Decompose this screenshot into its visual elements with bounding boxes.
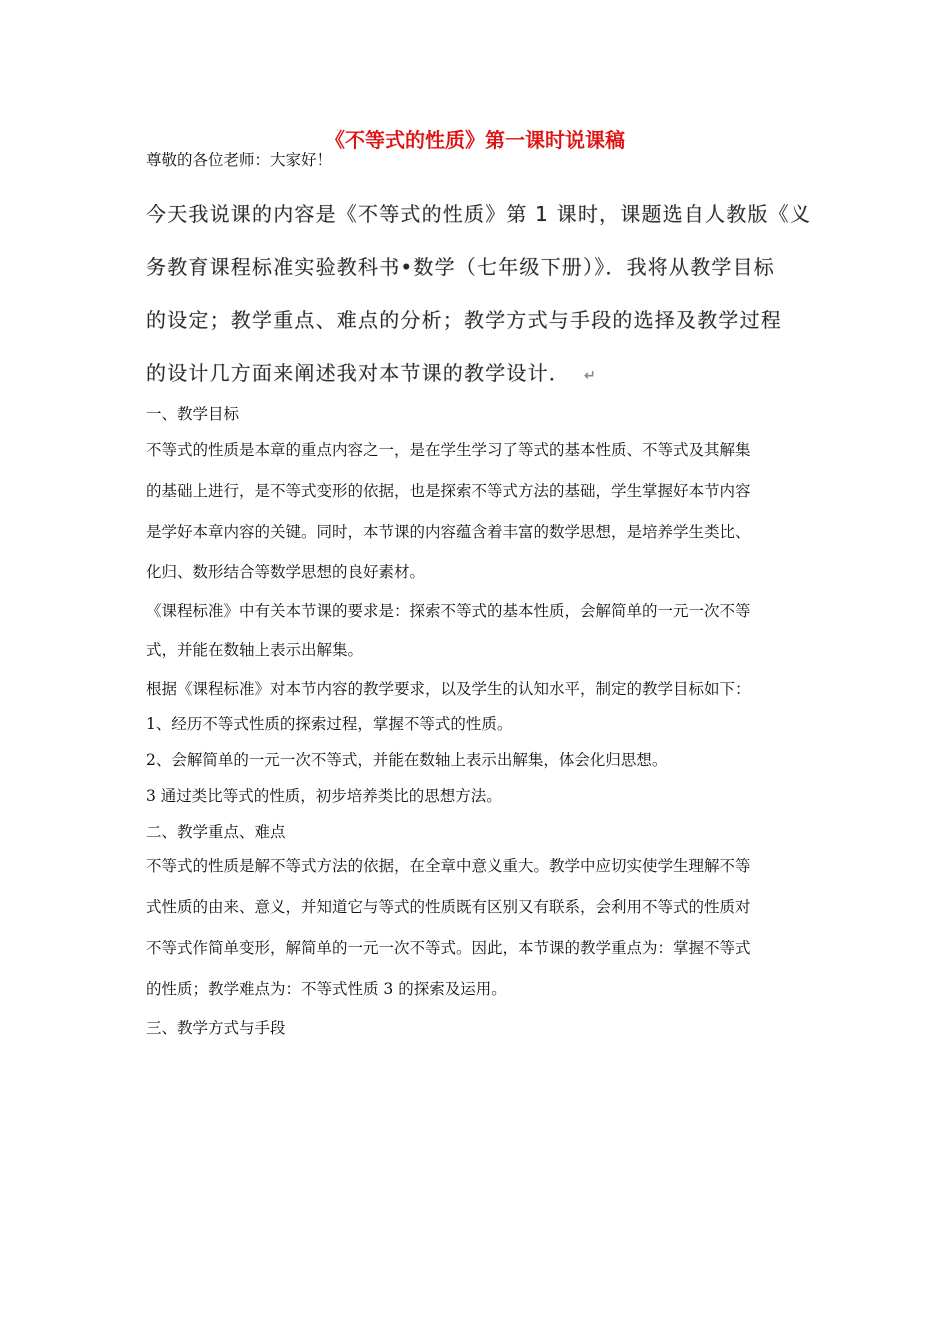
intro-line [146,347,826,400]
paragraph-line: 式，并能在数轴上表示出解集。 [146,641,364,659]
section-heading-1: 一、教学目标 [146,405,240,423]
goal-item: 1、经历不等式性质的探索过程，掌握不等式的性质。 [146,715,513,733]
paragraph-line: 不等式的性质是本章的重点内容之一，是在学生学习了等式的基本性质、不等式及其解集 [146,441,751,459]
intro-image-text [146,188,826,400]
intro-line: 务教育课程标准实验教科书•数学（七年级下册）》．我将从教学目标 [146,255,775,279]
intro-line: 的设定；教学重点、难点的分析；教学方式与手段的选择及教学过程 [146,308,782,332]
goal-item: 2、会解简单的一元一次不等式，并能在数轴上表示出解集，体会化归思想。 [146,751,668,769]
paragraph-return-icon: ↵ [584,368,597,384]
paragraph-line: 不等式的性质是解不等式方法的依据，在全章中意义重大。教学中应切实使学生理解不等 [146,857,751,875]
intro-line: 今天我说课的内容是《不等式的性质》第 1 课时，课题选自人教版《义 [146,202,812,226]
paragraph-line: 《课程标准》中有关本节课的要求是：探索不等式的基本性质，会解简单的一元一次不等 [146,602,751,620]
paragraph-line: 的基础上进行，是不等式变形的依据，也是探索不等式方法的基础，学生掌握好本节内容 [146,482,751,500]
document-title: 《不等式的性质》第一课时说课稿 [325,128,625,152]
paragraph-line: 式性质的由来、意义，并知道它与等式的性质既有区别又有联系，会利用不等式的性质对 [146,898,751,916]
section-heading-3: 三、教学方式与手段 [146,1019,286,1037]
intro-line-text: 的设计几方面来阐述我对本节课的教学设计． [146,361,570,385]
paragraph-line: 不等式作简单变形，解简单的一元一次不等式。因此，本节课的教学重点为：掌握不等式 [146,939,751,957]
goal-item: 3 通过类比等式的性质，初步培养类比的思想方法。 [146,787,502,805]
paragraph-line: 是学好本章内容的关键。同时，本节课的内容蕴含着丰富的数学思想，是培养学生类比、 [146,523,751,541]
paragraph-line: 的性质；教学难点为：不等式性质 3 的探索及运用。 [146,980,507,998]
greeting: 尊敬的各位老师：大家好！ [146,151,333,169]
section-heading-2: 二、教学重点、难点 [146,823,286,841]
paragraph-line: 化归、数形结合等数学思想的良好素材。 [146,563,426,581]
paragraph-line: 根据《课程标准》对本节内容的教学要求，以及学生的认知水平，制定的教学目标如下： [146,680,751,698]
